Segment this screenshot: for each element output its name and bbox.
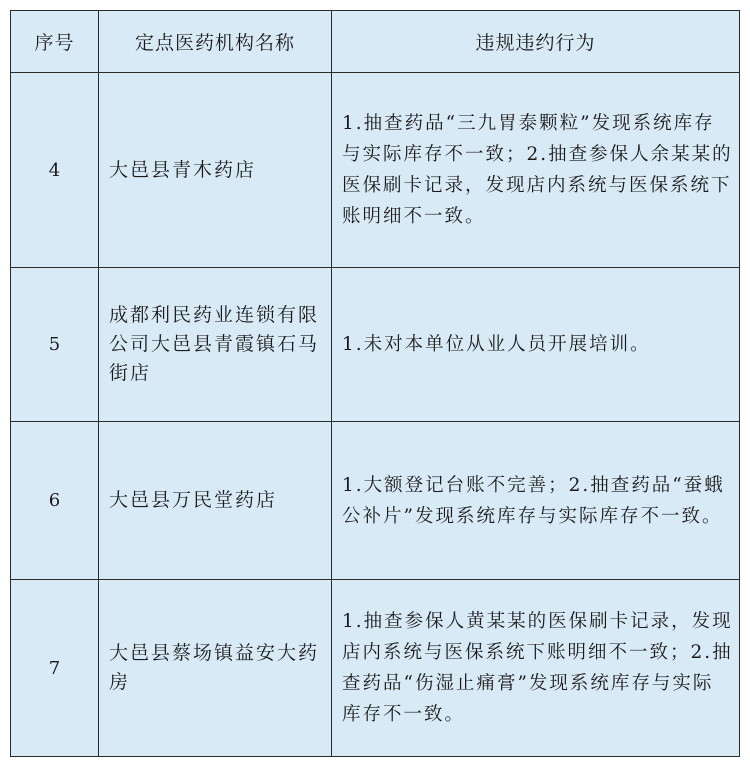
violations-table-container: [10, 10, 739, 757]
institution-name: 大邑县青木药店: [99, 73, 332, 268]
table-row: [11, 268, 740, 422]
table-row: [11, 422, 740, 580]
row-number: 6: [11, 422, 99, 580]
institution-name: 成都利民药业连锁有限公司大邑县青霞镇石马街店: [99, 268, 332, 422]
table-row: [11, 580, 740, 757]
violation-description: 1.未对本单位从业人员开展培训。: [332, 268, 740, 422]
violation-description: 1.抽查药品“三九胃泰颗粒”发现系统库存与实际库存不一致；2.抽查参保人余某某的医保刷卡记录，发现店内系统与医保系统下账明细不一致。: [332, 73, 740, 268]
row-number: 5: [11, 268, 99, 422]
header-serial-number: 序号: [11, 11, 99, 73]
table-row: [11, 73, 740, 268]
header-institution-name: 定点医药机构名称: [99, 11, 332, 73]
header-violation: 违规违约行为: [332, 11, 740, 73]
violation-description: 1.抽查参保人黄某某的医保刷卡记录，发现店内系统与医保系统下账明细不一致；2.抽查药品“伤湿止痛膏”发现系统库存与实际库存不一致。: [332, 580, 740, 757]
institution-name: 大邑县万民堂药店: [99, 422, 332, 580]
header-row: [11, 11, 740, 73]
institution-name: 大邑县蔡场镇益安大药房: [99, 580, 332, 757]
row-number: 4: [11, 73, 99, 268]
row-number: 7: [11, 580, 99, 757]
violations-table: [10, 10, 740, 757]
violation-description: 1.大额登记台账不完善；2.抽查药品“蚕蛾公补片”发现系统库存与实际库存不一致。: [332, 422, 740, 580]
